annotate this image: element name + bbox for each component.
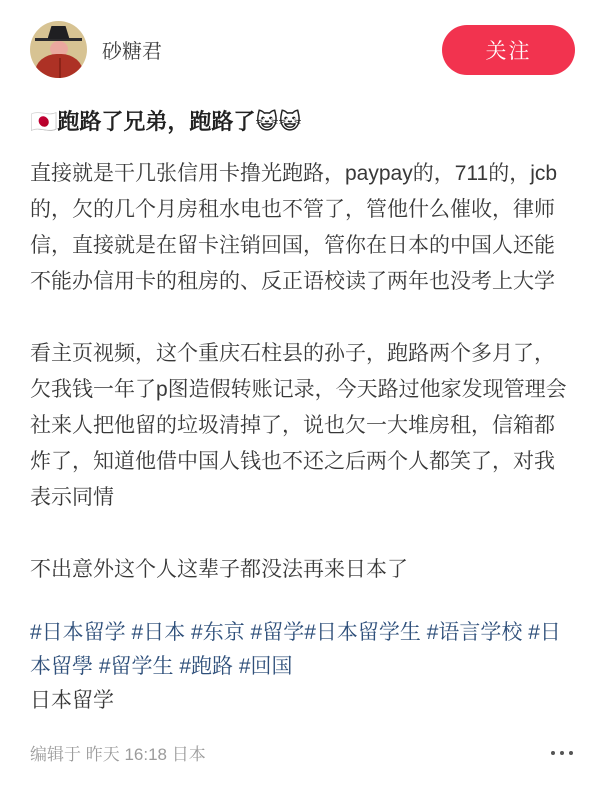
hashtag-links[interactable]: #日本留学 #日本 #东京 #留学#日本留学生 #语言学校 #日本留學 #留学生 #跑路 #回国 [30, 621, 561, 678]
post-paragraph: 看主页视频，这个重庆石柱县的孙子，跑路两个多月了，欠我钱一年了p图造假转账记录，今天路过他家发现管理会社来人把他留的垃圾清掉了，说也欠一大堆房租，信箱都炸了，知道他借中国人钱也不还之后两个人都笑了，对我表示同情 [30, 342, 567, 509]
avatar[interactable] [30, 21, 87, 78]
post-footer [30, 740, 575, 765]
post-body [30, 156, 575, 588]
post-title: 🇯🇵跑路了兄弟，跑路了😺😺 [30, 109, 302, 134]
edited-timestamp: 编辑于 昨天 16:18 日本 [30, 745, 206, 764]
follow-button[interactable]: 关注 [442, 25, 575, 75]
avatar-hat [48, 26, 70, 39]
avatar-robe [35, 54, 83, 78]
post-header [30, 0, 575, 78]
trailing-text: 日本留学 [30, 689, 114, 712]
post-paragraph: 不出意外这个人这辈子都没法再来日本了 [30, 558, 408, 581]
username[interactable]: 砂糖君 [102, 41, 162, 63]
post-paragraph: 直接就是干几张信用卡撸光跑路，paypay的，711的，jcb的，欠的几个月房租水电也不管了，管他什么催收，律师信，直接就是在留卡注销回国，管你在日本的中国人还能不能办信用卡的租房的、反正语校读了两年也没考上大学 [30, 162, 558, 293]
more-options-icon[interactable] [549, 745, 575, 761]
